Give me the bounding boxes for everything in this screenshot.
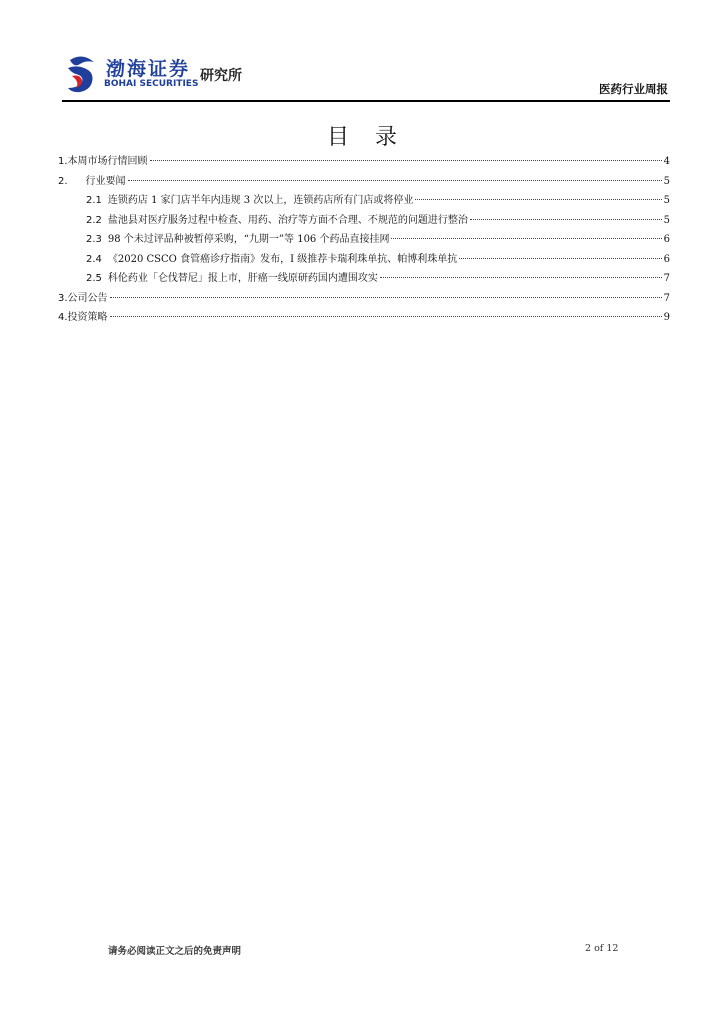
institute-label: 研究所	[200, 68, 242, 84]
toc-entry-label	[86, 211, 468, 231]
toc-entry-page: 6	[663, 253, 670, 265]
toc-entry-label	[58, 172, 126, 192]
page-number: 2 of 12	[585, 943, 619, 954]
toc-entry[interactable]	[58, 211, 670, 231]
toc-leader-dots	[110, 316, 662, 317]
toc-entry-number: 2.5	[86, 273, 102, 284]
toc-entry-label	[58, 289, 108, 309]
toc-entry-label	[86, 191, 413, 211]
toc-entry-number: 2.3	[86, 234, 102, 245]
toc-entry-page: 5	[663, 214, 670, 226]
toc-entry-page: 4	[663, 156, 670, 167]
toc-leader-dots	[415, 199, 661, 200]
toc-entry[interactable]	[58, 152, 670, 172]
header-divider	[62, 100, 670, 102]
logo-english-name: BOHAI SECURITIES	[104, 79, 199, 89]
toc-entry-page: 6	[663, 234, 670, 245]
toc-leader-dots	[470, 219, 662, 220]
toc-leader-dots	[459, 258, 661, 259]
toc-entry-text: 公司公告	[67, 292, 108, 304]
toc-entry[interactable]	[58, 250, 670, 270]
toc-entry-page: 5	[663, 175, 670, 187]
toc-entry-text: 行业要闻	[85, 175, 126, 187]
toc-leader-dots	[128, 180, 662, 181]
toc-entry[interactable]	[58, 230, 670, 250]
toc-entry-label	[86, 269, 378, 289]
toc-entry-number: 1.	[58, 156, 68, 167]
toc-entry-text: 本周市场行情回顾	[67, 156, 148, 167]
toc-entry-label	[58, 152, 148, 172]
toc-entry[interactable]	[58, 191, 670, 211]
toc-title: 目录	[326, 125, 423, 150]
toc-entry-number: 2.	[58, 175, 68, 187]
page-header	[62, 50, 670, 102]
toc-entry-label	[86, 230, 389, 250]
toc-entry-number: 2.2	[86, 214, 102, 226]
toc-entry-label	[58, 308, 108, 328]
toc-entry-text: 《2020 CSCO 食管癌诊疗指南》发布，I 级推荐卡瑞利珠单抗、帕博利珠单抗	[107, 253, 458, 265]
toc-entry-page: 5	[663, 195, 670, 206]
toc-entry[interactable]	[58, 289, 670, 309]
toc-entry[interactable]	[58, 308, 670, 328]
toc-entry-number: 2.1	[86, 195, 102, 206]
logo-chinese-name: 渤海证券	[106, 58, 191, 80]
report-type: 医药行业周报	[599, 82, 668, 96]
toc-entry-page: 7	[663, 292, 670, 304]
toc-entry-text: 投资策略	[67, 312, 108, 323]
bohai-logo-icon	[66, 54, 98, 94]
toc-leader-dots	[391, 238, 661, 239]
toc-leader-dots	[380, 277, 662, 278]
toc-entry-number: 3.	[58, 292, 68, 304]
toc-entry-text: 科伦药业「仑伐替尼」报上市，肝癌一线原研药国内遭围攻实	[107, 273, 378, 284]
footer-disclaimer: 请务必阅读正文之后的免责声明	[108, 946, 242, 957]
toc-entry-number: 4.	[58, 312, 68, 323]
toc-entry-number: 2.4	[86, 253, 102, 265]
toc-leader-dots	[110, 297, 662, 298]
toc-entry[interactable]	[58, 269, 670, 289]
toc-entry-text: 98 个未过评品种被暂停采购，“九期一”等 106 个药品直接挂网	[107, 234, 390, 245]
toc-entry-page: 7	[663, 273, 670, 284]
toc-entry-label	[86, 250, 457, 270]
toc-leader-dots	[150, 160, 662, 161]
toc-entry[interactable]	[58, 172, 670, 192]
toc-entry-text: 连锁药店 1 家门店半年内违规 3 次以上，连锁药店所有门店或将停业	[107, 195, 414, 206]
table-of-contents	[58, 152, 670, 328]
toc-entry-page: 9	[663, 312, 670, 323]
toc-entry-text: 盐池县对医疗服务过程中检查、用药、治疗等方面不合理、不规范的问题进行整治	[107, 214, 468, 226]
